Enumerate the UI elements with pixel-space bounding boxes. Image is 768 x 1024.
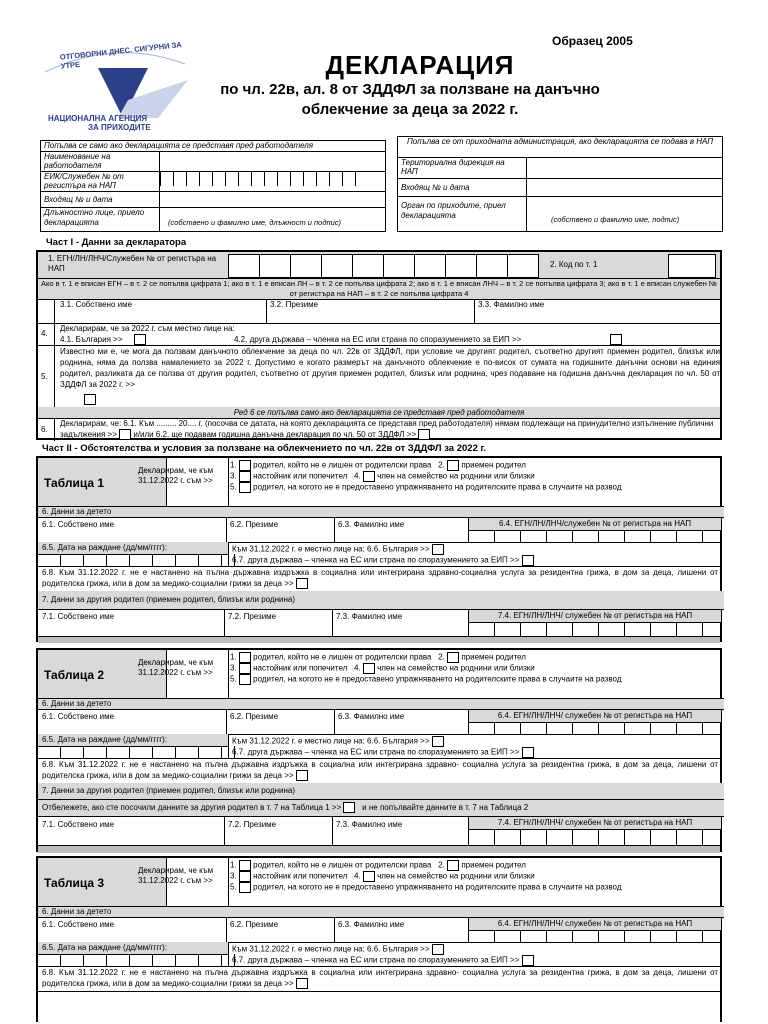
nra-logo (40, 40, 190, 134)
table-1-c64: 6.4. ЕГН/ЛН/ЛНЧ/служебен № от регистъра на НАП (468, 518, 721, 531)
table-2-c67: 6.7. друга държава – членка на ЕС или страна по споразумението за ЕИП >> (232, 747, 534, 758)
table-1-child-heading: 6. Данни за детето (38, 506, 724, 518)
table-2-o74: 7.4. ЕГН/ЛН/ЛНЧ/ служебен № от регистъра на НАП (468, 817, 721, 830)
table-2-o73: 7.3. Фамилно име (336, 820, 403, 829)
nra-incoming-input[interactable] (527, 179, 722, 196)
table-1-o74: 7.4. ЕГН/ЛН/ЛНЧ/ служебен № от регистъра на НАП (468, 610, 721, 623)
table-3-birthdate-input[interactable] (38, 954, 235, 966)
table-3-child-heading: 6. Данни за детето (38, 906, 724, 918)
table-3-opt1-checkbox[interactable] (239, 860, 251, 871)
table-1-c68: 6.8. Към 31.12.2022 г. не е настанено на пълна държавна издръжка в социална или интегрирана здравно-социална услуга за резидентна грижа, в дом за деца, лишени от родителска грижа, или в дом за медико-социални грижи за деца >> (42, 568, 718, 588)
code-note: Ако в т. 1 е вписан ЕГН – в т. 2 се попълва цифрата 1; ако в т. 1 е вписан ЛН – в т. 2 се попълва цифрата 2; ако в т. 1 е вписан ЛНЧ – в т. 2 се попълва цифрата 3; ако в т. 1 е вписан служебен № от регистъра на НАП – в т. 2 се попълва цифрата 4 (38, 279, 720, 300)
table-2-declare: Декларирам, че към 31.12.2022 г. съм >> (138, 658, 214, 677)
table-1-other-egn-input[interactable] (468, 622, 728, 636)
table-3-c64: 6.4. ЕГН/ЛН/ЛНЧ/ служебен № от регистъра на НАП (468, 918, 721, 931)
employer-box (40, 140, 386, 232)
table-3-c63: 6.3. Фамилно име (338, 920, 405, 929)
table-1-opt1-checkbox[interactable] (239, 460, 251, 471)
row5-checkbox[interactable] (84, 394, 96, 405)
nra-organ-label: Орган по приходите, приел декларацията (398, 197, 527, 231)
table-3-opt2-checkbox[interactable] (447, 860, 459, 871)
table-2-name: Таблица 2 (44, 668, 105, 682)
table-2-c67-checkbox[interactable] (522, 747, 534, 758)
residence-eu-checkbox[interactable] (610, 334, 622, 345)
table-1-c61: 6.1. Собствено име (42, 520, 115, 529)
row4-number: 4. (41, 329, 48, 338)
table-3-name: Таблица 3 (44, 876, 105, 890)
table-1-c67-checkbox[interactable] (522, 555, 534, 566)
table-3-c67-checkbox[interactable] (522, 955, 534, 966)
table-2-c63: 6.3. Фамилно име (338, 712, 405, 721)
table-1-c68-checkbox[interactable] (296, 578, 308, 589)
table-2-options: 1. родител, който не е лишен от родителски права 2. приемен родител 3. настойник или попечител 4. член на семейство на роднини или близки 5. родител, на когото не е предоставено упражняването на родителските права в случаите на развод (230, 652, 622, 684)
page-title: ДЕКЛАРАЦИЯ (325, 50, 515, 80)
table-2-child-heading: 6. Данни за детето (38, 698, 724, 710)
table-1-c66: Към 31.12.2022 г. е местно лице на: 6.6. България >> (232, 544, 444, 555)
first-name-label: 3.1. Собствено име (60, 300, 133, 309)
part1-title: Част I - Данни за декларатора (46, 237, 187, 248)
row6-1-checkbox[interactable] (119, 429, 131, 440)
row6-note: Ред 6 се попълва само ако декларацията се представя пред работодателя (38, 407, 720, 419)
nra-directorate-label: Териториална дирекция на НАП (398, 158, 527, 178)
table-1-opt3-checkbox[interactable] (239, 471, 251, 482)
egn-input[interactable] (228, 254, 539, 278)
employer-eik-input[interactable] (160, 172, 385, 191)
nra-directorate-input[interactable] (527, 158, 722, 178)
table-2-c62: 6.2. Презиме (230, 712, 279, 721)
table-2-c68: 6.8. Към 31.12.2022 г. не е настанено на пълна държавна издръжка в социална или интегрирана здравно- социална услуга за резидентна грижа, в дом за деца, лишени от родителска грижа, или в дом за медико-социални грижи за деца >> (42, 760, 718, 780)
residence-bg-label: 4.1. България >> (60, 335, 123, 344)
nra-organ-hint[interactable]: (собствено и фамилно име, подпис) (551, 215, 680, 224)
residence-bg-checkbox[interactable] (134, 334, 146, 345)
middle-name-label: 3.2. Презиме (270, 300, 319, 309)
table-3-options: 1. родител, който не е лишен от родителски права 2. приемен родител 3. настойник или попечител 4. член на семейство на роднини или близки 5. родител, на когото не е предоставено упражняването на родителските права в случаите на развод (230, 860, 622, 892)
table-1 (36, 456, 722, 642)
table-1-c67: 6.7. друга държава – членка на ЕС или страна по споразумението за ЕИП >> (232, 555, 534, 566)
table-3-c68: 6.8. Към 31.12.2022 г. не е настанено на пълна държавна издръжка в социална или интегрирана здравно- социална услуга за резидентна грижа, в дом за деца, лишени от родителска грижа, или в дом за медико-социални грижи за деца >> (42, 968, 718, 988)
table-1-name: Таблица 1 (44, 476, 105, 490)
logo-tagline: ОТГОВОРНИ ДНЕС. СИГУРНИ ЗА УТРЕ (59, 40, 183, 71)
employer-official-label: Длъжностно лице, приело декларацията (41, 208, 160, 232)
row5-text: Известно ми е, че мога да ползвам данъчното облекчение за деца по чл. 22в от ЗДДФЛ, при условие че другият родител, съответно другият приемен родител, близък или роднина, няма да ползва намалението за 2022 г. Допустимо е когато размерът на данъчното облекчение е по-висок от сумата на годишните данъчни основи на единия родител, разликата да се ползва от другия родител, съответно от другия приемен родител, близък или роднина, чрез подаване на годишна данъчна декларация по чл. 50 от ЗДДФЛ за 2022 г. >> (60, 347, 720, 389)
code-label: 2. Код по т. 1 (550, 260, 598, 269)
table-3-c67: 6.7. друга държава – членка на ЕС или страна по споразумението за ЕИП >> (232, 955, 534, 966)
table-3-egn-input[interactable] (468, 930, 728, 942)
table-2-opt1-checkbox[interactable] (239, 652, 251, 663)
table-1-o71: 7.1. Собствено име (42, 612, 115, 621)
table-2-c68-checkbox[interactable] (296, 770, 308, 781)
table-1-egn-input[interactable] (468, 530, 728, 542)
table-2-opt3-checkbox[interactable] (239, 663, 251, 674)
employer-name-input[interactable] (160, 152, 385, 171)
table-1-opt5-checkbox[interactable] (239, 482, 251, 493)
table-2-o71: 7.1. Собствено име (42, 820, 115, 829)
table-2-o72: 7.2. Презиме (228, 820, 277, 829)
row6-2-checkbox[interactable] (418, 429, 430, 440)
table-2-c66: Към 31.12.2022 г. е местно лице на: 6.6. България >> (232, 736, 444, 747)
table-2-note: Отбележете, ако сте посочили данните за другия родител в т. 7 на Таблица 1 >> и не попълвайте данните в т. 7 на Таблица 2 (38, 800, 724, 817)
employer-eik-label: ЕИК/Служебен № от регистъра на НАП (41, 172, 160, 191)
nra-heading: Попълва се от приходната администрация, ако декларацията се подава в НАП (398, 137, 722, 158)
table-1-birthdate-input[interactable] (38, 554, 235, 566)
table-3-declare: Декларирам, че към 31.12.2022 г. съм >> (138, 866, 214, 885)
table-2 (36, 648, 722, 852)
table-2-other-egn-input[interactable] (468, 829, 728, 845)
row6-number: 6. (41, 425, 48, 434)
table-2-c65: 6.5. Дата на раждане (дд/мм/гггг): (38, 734, 228, 747)
table-3-c66: Към 31.12.2022 г. е местно лице на: 6.6. България >> (232, 944, 444, 955)
table-2-other-heading: 7. Данни за другия родител (приемен родител, близък или роднина) (38, 783, 724, 800)
table-1-o73: 7.3. Фамилно име (336, 612, 403, 621)
table-1-o72: 7.2. Презиме (228, 612, 277, 621)
table-1-c65: 6.5. Дата на раждане (дд/мм/гггг): (38, 542, 228, 555)
table-1-c66-checkbox[interactable] (432, 544, 444, 555)
employer-incoming-input[interactable] (160, 192, 385, 207)
sample-number: Образец 2005 (552, 34, 633, 48)
part1-box (36, 250, 722, 440)
table-2-opt5-checkbox[interactable] (239, 674, 251, 685)
table-3-opt5-checkbox[interactable] (239, 882, 251, 893)
table-1-opt4-checkbox[interactable] (363, 471, 375, 482)
table-2-birthdate-input[interactable] (38, 746, 235, 758)
table-3 (36, 856, 722, 1022)
table-2-c64: 6.4. ЕГН/ЛН/ЛНЧ/ служебен № от регистъра на НАП (468, 710, 721, 723)
employer-official-hint[interactable]: (собствено и фамилно име, длъжност и подпис) (168, 218, 342, 227)
last-name-label: 3.3. Фамилно име (478, 300, 545, 309)
part2-title: Част II - Обстоятелства и условия за ползване на облекчението по чл. 22в от ЗДДФЛ за 2022 г. (42, 443, 487, 454)
table-1-declare: Декларирам, че към 31.12.2022 г. съм >> (138, 466, 214, 485)
residence-label: Декларирам, че за 2022 г. съм местно лице на: (60, 324, 235, 333)
table-1-c63: 6.3. Фамилно име (338, 520, 405, 529)
table-3-opt4-checkbox[interactable] (363, 871, 375, 882)
table-1-c62: 6.2. Презиме (230, 520, 279, 529)
residence-eu-label: 4.2. друга държава – членка на ЕС или страна по споразумението за ЕИП >> (234, 335, 522, 344)
nra-box (397, 136, 723, 232)
code-input[interactable] (668, 254, 716, 278)
egn-label: 1. ЕГН/ЛН/ЛНЧ/Служебен № от регистъра на НАП (48, 254, 217, 273)
table-2-opt2-checkbox[interactable] (447, 652, 459, 663)
table-3-c61: 6.1. Собствено име (42, 920, 115, 929)
table-1-opt2-checkbox[interactable] (447, 460, 459, 471)
nra-incoming-label: Входящ № и дата (398, 179, 527, 196)
table-2-note-checkbox[interactable] (343, 802, 355, 813)
logo-name-2: ЗА ПРИХОДИТЕ (88, 123, 151, 132)
table-2-opt4-checkbox[interactable] (363, 663, 375, 674)
table-3-opt3-checkbox[interactable] (239, 871, 251, 882)
logo-name-1: НАЦИОНАЛНА АГЕНЦИЯ (48, 114, 148, 123)
page-subtitle: по чл. 22в, ал. 8 от ЗДДФЛ за ползване на данъчно облекчение за деца за 2022 г. (220, 81, 600, 118)
table-2-c61: 6.1. Собствено име (42, 712, 115, 721)
employer-heading: Попълва се само ако декларацията се представя пред работодателя (41, 141, 385, 152)
table-3-c66-checkbox[interactable] (432, 944, 444, 955)
employer-incoming-label: Входящ № и дата (41, 192, 160, 207)
table-3-c62: 6.2. Презиме (230, 920, 279, 929)
row6-text: Декларирам, че: 6.1. Към ......... 20.... г. (посочва се датата, на която декларацията се представя пред работодателя) нямам подлежащи на принудително изпълнение публични задължения >> и/или 6.2. ще подавам годишна данъчна декларация по чл. 50 от ЗДДФЛ >> (60, 419, 714, 439)
row5-number: 5. (41, 372, 48, 381)
table-3-c65: 6.5. Дата на раждане (дд/мм/гггг): (38, 942, 228, 955)
table-1-options: 1. родител, който не е лишен от родителски права 2. приемен родител 3. настойник или попечител 4. член на семейство на роднини или близки 5. родител, на когото не е предоставено упражняването на родителските права в случаите на развод (230, 460, 622, 492)
employer-name-label: Наименование на работодателя (41, 152, 160, 171)
table-1-other-heading: 7. Данни за другия родител (приемен родител, близък или роднина) (38, 591, 724, 610)
table-3-c68-checkbox[interactable] (296, 978, 308, 989)
table-2-egn-input[interactable] (468, 722, 728, 734)
table-2-c66-checkbox[interactable] (432, 736, 444, 747)
